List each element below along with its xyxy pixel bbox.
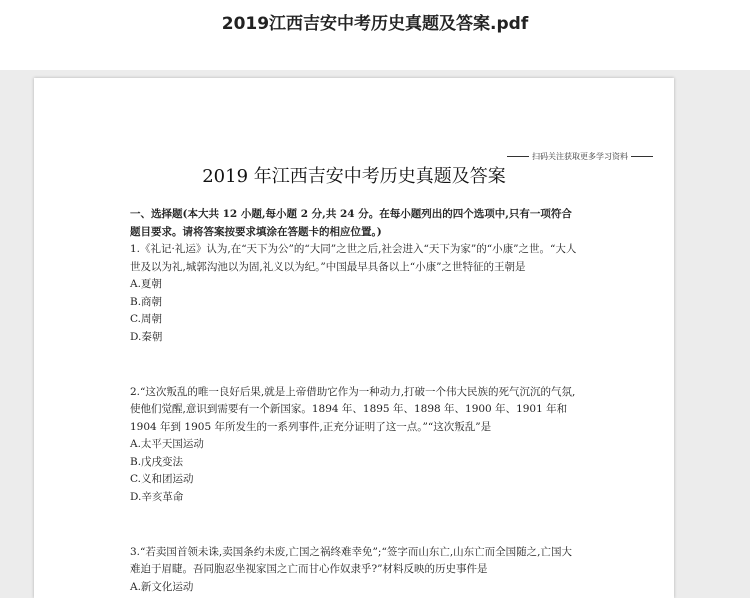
spacer bbox=[130, 366, 582, 384]
question-1-option-d: D.秦朝 bbox=[130, 330, 163, 343]
question-3-stem: 3.“若卖国首领未诛,卖国条约未废,亡国之祸终难幸免”;“签字而山东亡,山东亡而全国随之,亡国大难迫于眉睫。吾同胞忍坐视家国之亡而甘心作奴隶乎?”材料反映的历史事件是 bbox=[130, 545, 573, 575]
file-title: 2019江西吉安中考历史真题及答案.pdf bbox=[221, 14, 529, 34]
question-3-option-a: A.新文化运动 bbox=[130, 580, 194, 593]
question-1-option-c: C.周朝 bbox=[130, 313, 162, 325]
section-heading: 一、选择题(本大共 12 小题,每小题 2 分,共 24 分。在每小题列出的四个选项中,只有一项符合题目要求。请将答案按要求填涂在答题卡的相应位置。) bbox=[130, 208, 572, 238]
document-page bbox=[34, 78, 674, 598]
question-2-option-a: A.太平天国运动 bbox=[130, 438, 204, 450]
spacer bbox=[130, 506, 582, 526]
spacer bbox=[130, 526, 582, 544]
document-content bbox=[130, 206, 582, 596]
question-1-option-a: A.夏朝 bbox=[130, 278, 162, 290]
spacer bbox=[130, 346, 582, 366]
question-2-option-c: C.义和团运动 bbox=[130, 473, 194, 485]
watermark-dash-left bbox=[507, 156, 529, 157]
question-1-option-b: B.商朝 bbox=[130, 295, 163, 308]
question-2-stem: 2.“这次叛乱的唯一良好后果,就是上帝借助它作为一种动力,打破一个伟大民族的死气沉沉的气氛,使他们觉醒,意识到需要有一个新国家。1894 年、1895 年、1898 年、1900 年、1901 年和 1904 年到 1905 年所发生的一系列事件,正充分证明了这一点。”“这次叛乱”是 bbox=[130, 385, 576, 433]
watermark-text: 扫码关注获取更多学习资料 bbox=[532, 152, 628, 161]
watermark-note bbox=[504, 151, 656, 162]
viewer-header bbox=[0, 0, 750, 70]
question-1-stem: 1.《礼记·礼运》认为,在“天下为公”的“大同”之世之后,社会进入“天下为家”的“小康”之世。“大人世及以为礼,城郭沟池以为固,礼义以为纪。”中国最早具备以上“小康”之世特征的王朝是 bbox=[130, 243, 577, 273]
question-2-option-b: B.戊戌变法 bbox=[130, 455, 184, 468]
document-title: 2019 年江西吉安中考历史真题及答案 bbox=[202, 166, 506, 187]
watermark-dash-right bbox=[631, 156, 653, 157]
question-2-option-d: D.辛亥革命 bbox=[130, 490, 184, 503]
